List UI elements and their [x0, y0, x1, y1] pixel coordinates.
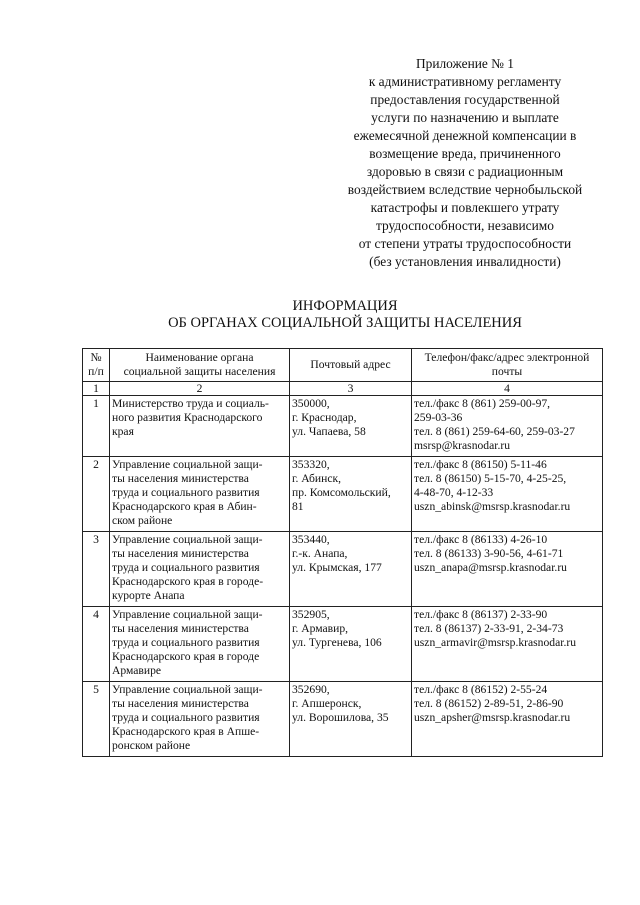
header-number: № п/п [83, 349, 110, 382]
appendix-line: от степени утраты трудоспособности [358, 236, 572, 251]
title-line: ОБ ОРГАНАХ СОЦИАЛЬНОЙ ЗАЩИТЫ НАСЕЛЕНИЯ [168, 315, 522, 331]
postal-address-cell: 352690, г. Апшеронск, ул. Ворошилова, 35 [290, 682, 412, 757]
postal-address-cell: 350000, г. Краснодар, ул. Чапаева, 58 [290, 396, 412, 457]
table-row [83, 682, 603, 757]
contacts-cell: тел./факс 8 (86150) 5-11-46 тел. 8 (86150) 5-15-70, 4-25-25, 4-48-70, 4-12-33 uszn_abinsk@msrsp.krasnodar.ru [412, 457, 603, 532]
document-title [60, 298, 630, 332]
agency-name-cell: Управление социальной защи- ты населения министерства труда и социального развития Краснодарского края в городе Армавире [110, 607, 290, 682]
appendix-line: (без установления инвалидности) [369, 254, 561, 269]
postal-address-cell: 353440, г.-к. Анапа, ул. Крымская, 177 [290, 532, 412, 607]
row-number: 2 [83, 457, 110, 532]
appendix-line: трудоспособности, независимо [376, 218, 554, 233]
appendix-line: услуги по назначению и выплате [371, 110, 559, 125]
contacts-cell: тел./факс 8 (86152) 2-55-24 тел. 8 (86152) 2-89-51, 2-86-90 uszn_apsher@msrsp.krasnodar.ru [412, 682, 603, 757]
appendix-header [320, 55, 610, 271]
table-row [83, 457, 603, 532]
appendix-line: здоровью в связи с радиационным [366, 164, 564, 179]
title-line: ИНФОРМАЦИЯ [292, 298, 398, 314]
agency-name-cell: Управление социальной защи- ты населения министерства труда и социального развития Краснодарского края в Абин- ском районе [110, 457, 290, 532]
appendix-line: Приложение № 1 [415, 56, 515, 71]
agency-name-cell: Управление социальной защи- ты населения министерства труда и социального развития Краснодарского края в Апше- ронском районе [110, 682, 290, 757]
appendix-line: возмещение вреда, причиненного [369, 146, 561, 161]
column-number: 2 [110, 382, 290, 396]
row-number: 3 [83, 532, 110, 607]
appendix-line: предоставления государственной [370, 92, 560, 107]
contacts-cell: тел./факс 8 (86137) 2-33-90 тел. 8 (86137) 2-33-91, 2-34-73 uszn_armavir@msrsp.krasnodar.ru [412, 607, 603, 682]
column-number: 1 [83, 382, 110, 396]
table-row [83, 607, 603, 682]
appendix-line: ежемесячной денежной компенсации в [353, 128, 577, 143]
table-header-row [83, 349, 603, 382]
table-row [83, 532, 603, 607]
agencies-table [82, 348, 603, 757]
header-postal-address: Почтовый адрес [290, 349, 412, 382]
agency-name-cell: Министерство труда и социаль- ного развития Краснодарского края [110, 396, 290, 457]
postal-address-cell: 352905, г. Армавир, ул. Тургенева, 106 [290, 607, 412, 682]
agency-name-cell: Управление социальной защи- ты населения министерства труда и социального развития Краснодарского края в городе- курорте Анапа [110, 532, 290, 607]
column-number: 4 [412, 382, 603, 396]
row-number: 5 [83, 682, 110, 757]
postal-address-cell: 353320, г. Абинск, пр. Комсомольский, 81 [290, 457, 412, 532]
column-number: 3 [290, 382, 412, 396]
contacts-cell: тел./факс 8 (86133) 4-26-10 тел. 8 (86133) 3-90-56, 4-61-71 uszn_anapa@msrsp.krasnodar.ru [412, 532, 603, 607]
row-number: 1 [83, 396, 110, 457]
header-contacts: Телефон/факс/адрес электронной почты [412, 349, 603, 382]
appendix-line: катастрофы и повлекшего утрату [370, 200, 560, 215]
row-number: 4 [83, 607, 110, 682]
table-row [83, 396, 603, 457]
column-numbers-row [83, 382, 603, 396]
contacts-cell: тел./факс 8 (861) 259-00-97, 259-03-36 тел. 8 (861) 259-64-60, 259-03-27 msrsp@krasnodar.ru [412, 396, 603, 457]
header-agency-name: Наименование органа социальной защиты населения [110, 349, 290, 382]
appendix-line: воздействием вследствие чернобыльской [347, 182, 583, 197]
appendix-line: к административному регламенту [368, 74, 562, 89]
